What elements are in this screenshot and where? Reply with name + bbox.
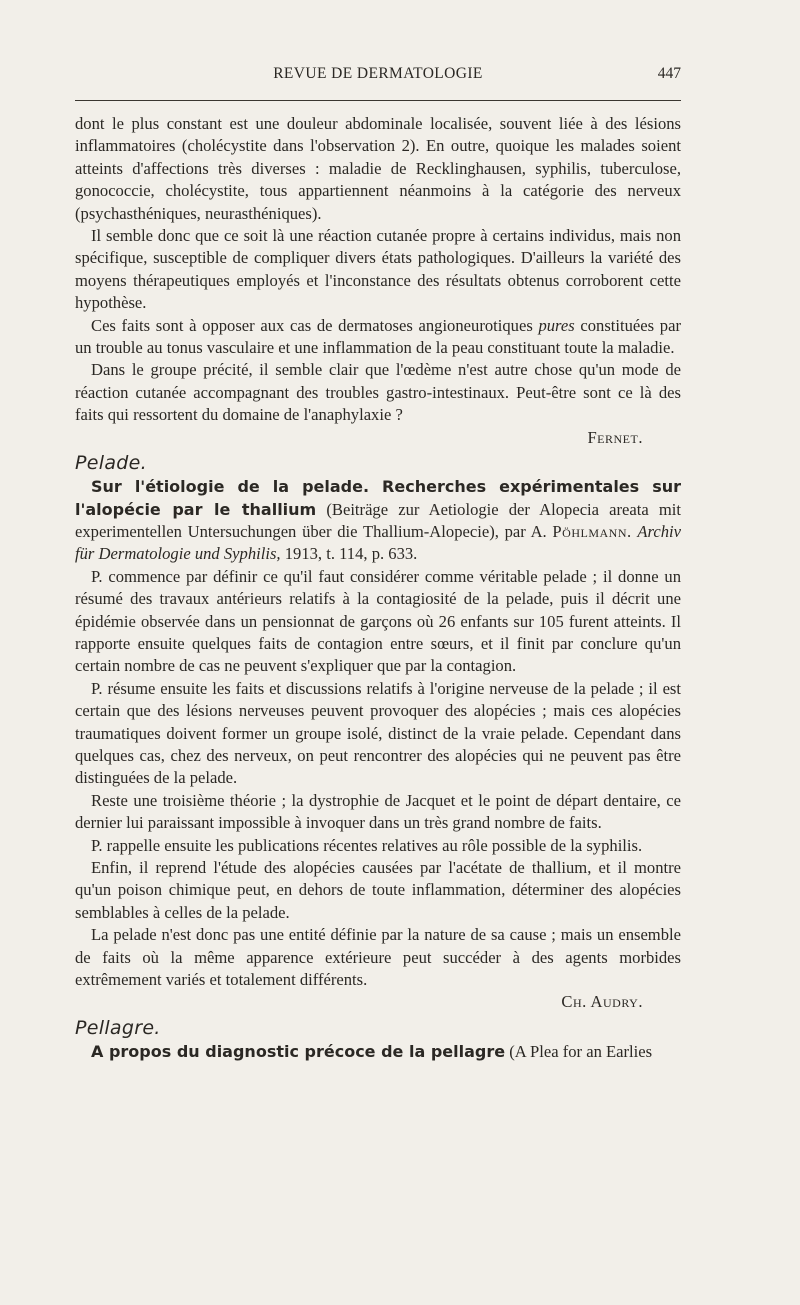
article-author: Pöhlmann. — [552, 521, 632, 541]
article-ref: (Beiträge zur Aetiologie der Alopecia areata mit experimentellen Untersuchungen über die Thallium-Alopecie), par A. — [75, 499, 681, 541]
paragraph: La pelade n'est donc pas une entité définie par la nature de sa cause ; mais un ensemble de faits où la même apparence extérieure peut succéder à des agents morbides extrêmement variés et totalement différents. — [75, 925, 681, 990]
journal-name: Archiv für Dermatologie und Syphilis, — [75, 521, 681, 564]
body-text — [75, 113, 681, 1063]
author-signature: Fernet. — [587, 427, 643, 447]
paragraph-text: constituées par un trouble au tonus vasculaire et une inflammation de la peau constituant toute la maladie. — [75, 315, 681, 358]
emphasis: pures — [538, 315, 575, 335]
section-title-pellagre: Pellagre. — [75, 1016, 161, 1039]
article-title: A propos du diagnostic précoce de la pellagre — [91, 1041, 506, 1061]
running-title: REVUE DE DERMATOLOGIE — [273, 65, 483, 82]
paragraph: P. commence par définir ce qu'il faut considérer comme véritable pelade ; il donne un résumé des travaux antérieurs relatifs à la contagiosité de la pelade, puis il décrit une épidémie observée dans un pensionnat de garçons où 26 enfants sur 105 furent atteints. Il rapporte ensuite quelques faits de contagion entre sœurs, et il finit par conclure qu'un certain nombre de cas ne peuvent s'expliquer que par la contagion. — [75, 566, 681, 676]
signature — [75, 991, 681, 1013]
section-title-pelade: Pelade. — [75, 452, 147, 475]
paragraph — [75, 315, 681, 360]
page-number: 447 — [657, 65, 681, 82]
paragraph: Il semble donc que ce soit là une réaction cutanée propre à certains individus, mais non spécifique, susceptible de compliquer divers états pathologiques. D'ailleurs la variété des moyens thérapeutiques employés et l'inconstance des résultats obtenus corroborent cette hypothèse. — [75, 226, 681, 313]
citation: 1913, t. 114, p. 633. — [284, 544, 418, 564]
paragraph: P. résume ensuite les faits et discussions relatifs à l'origine nerveuse de la pelade ; il est certain que des lésions nerveuses peuvent provoquer des alopécies ; mais ces alopécies traumatiques doivent former un groupe isolé, distinct de la vraie pelade. Cependant dans quelques cas, chez des nerveux, on peut rencontrer des alopécies qui ne peuvent pas être distinguées de la pelade. — [75, 678, 681, 788]
article-title: Sur l'étiologie de la pelade. Recherches expérimentales sur l'alopécie par le thallium — [75, 477, 681, 519]
paragraph: Enfin, il reprend l'étude des alopécies causées par l'acétate de thallium, et il montre qu'un poison chimique peut, en dehors de toute inflammation, déterminer des alopécies semblables à celles de la pelade. — [75, 858, 681, 922]
signature — [75, 427, 681, 449]
paragraph: Reste une troisième théorie ; la dystrophie de Jacquet et le point de départ dentaire, ce dernier lui paraissant impossible à invoquer dans un très grand nombre de faits. — [75, 790, 681, 833]
paragraph: dont le plus constant est une douleur abdominale localisée, souvent liée à des lésions inflammatoires (cholécystite dans l'observation 2). En outre, quoique les malades soient atteints d'affections très diverses : maladie de Recklinghausen, syphilis, tuberculose, gonococcie, cholécystite, tous appartiennent néanmoins à la catégorie des nerveux (psychasthéniques, neurasthéniques). — [75, 114, 681, 223]
page-header — [75, 62, 681, 90]
author-signature: Ch. Audry. — [561, 992, 643, 1012]
paragraph: Dans le groupe précité, il semble clair que l'œdème n'est autre chose qu'un mode de réaction cutanée accompagnant des troubles gastro-intestinaux. Peut-être sont ce là des faits qui ressortent du domaine de l'anaphylaxie ? — [75, 360, 681, 425]
article-header — [75, 1041, 681, 1063]
paragraph-text: Ces faits sont à opposer aux cas de dermatoses angioneurotiques — [91, 315, 533, 335]
article-ref: (A Plea for an Earlies — [509, 1041, 653, 1061]
header-rule — [75, 100, 681, 101]
article-header — [75, 476, 681, 566]
paragraph: P. rappelle ensuite les publications récentes relatives au rôle possible de la syphilis. — [91, 835, 643, 855]
